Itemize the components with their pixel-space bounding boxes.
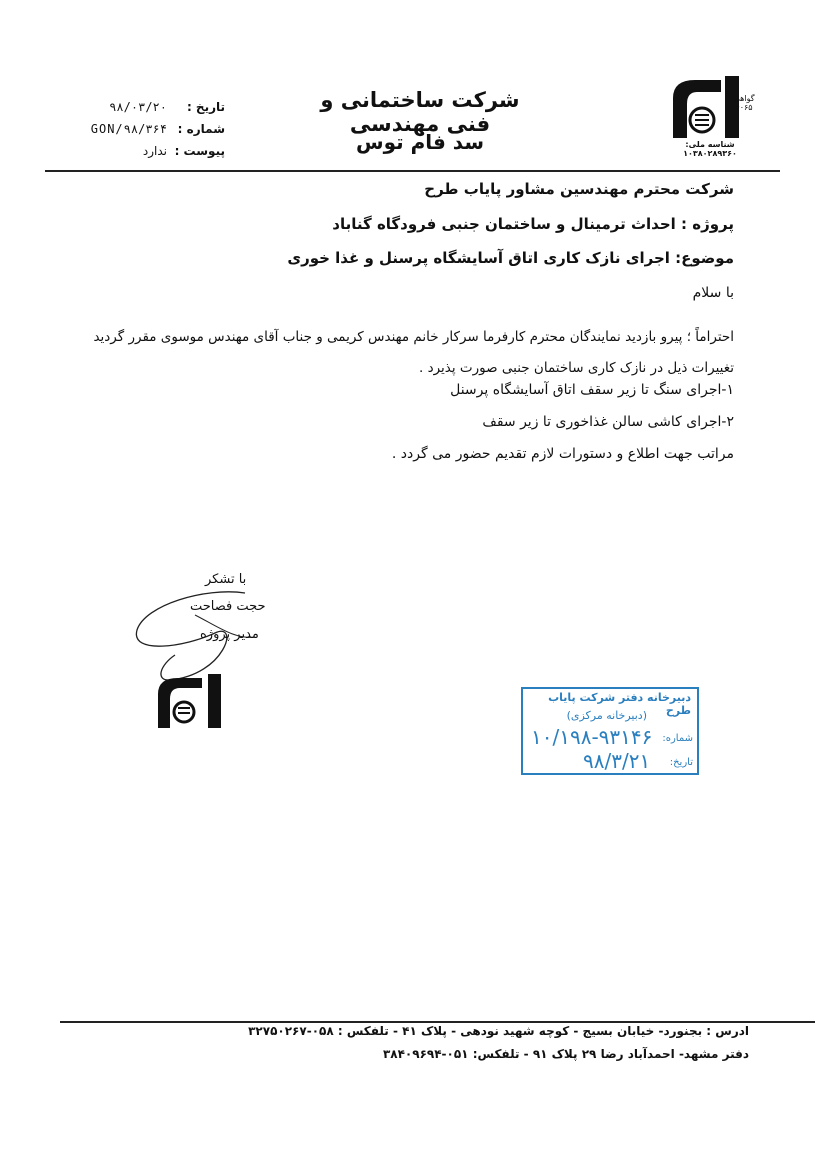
greeting: با سلام bbox=[692, 285, 734, 301]
company-subtitle: سد فام توس bbox=[355, 130, 485, 154]
signature-name: حجت فصاحت bbox=[190, 599, 266, 614]
company-title: شرکت ساختمانی و فنی مهندسی bbox=[320, 88, 520, 136]
footer-address-1: ادرس : بجنورد- خیابان بسیج - کوچه شهید نودهی - پلاک ۴۱ - تلفکس : ۰۵۸-۳۲۷۵۰۲۶۷ bbox=[248, 1024, 749, 1038]
signature-thanks: با تشکر bbox=[205, 572, 247, 587]
date-row bbox=[60, 100, 225, 118]
list-item-1: ۱-اجرای سنگ تا زیر سقف اتاق آسایشگاه پرسنل bbox=[450, 382, 734, 398]
received-stamp bbox=[521, 687, 699, 775]
subject-line: موضوع: اجرای نازک کاری اتاق آسایشگاه پرسنل و غذا خوری bbox=[287, 249, 734, 267]
company-seal-logo bbox=[150, 668, 240, 746]
closing-line: مراتب جهت اطلاع و دستورات لازم تقدیم حضور می گردد . bbox=[391, 446, 734, 462]
stamp-line2: (دبیرخانه مرکزی) bbox=[566, 709, 647, 722]
recipient: شرکت محترم مهندسین مشاور پایاب طرح bbox=[424, 180, 734, 198]
date-label: تاریخ : bbox=[186, 100, 225, 114]
logo-caption: شناسه ملی: ۱۰۳۸۰۲۸۹۳۶۰ bbox=[683, 140, 737, 158]
list-item-2: ۲-اجرای کاشی سالن غذاخوری تا زیر سقف bbox=[482, 414, 734, 430]
signature-title: مدیر پروژه bbox=[200, 627, 259, 642]
project-line: پروژه : احداث ترمینال و ساختمان جنبی فرودگاه گناباد bbox=[332, 215, 734, 233]
footer-address-2: دفتر مشهد- احمدآباد رضا ۲۹ پلاک ۹۱ - تلفکس: ۰۵۱-۳۸۴۰۹۶۹۴ bbox=[382, 1047, 749, 1061]
header-divider bbox=[45, 170, 780, 172]
attachment-value: ندارد bbox=[142, 144, 167, 158]
stamp-line1: دبیرخانه دفتر شرکت پایاب طرح bbox=[548, 691, 691, 717]
number-label: شماره : bbox=[177, 122, 225, 136]
body-paragraph: احتراماً ؛ پیرو بازدید نمایندگان محترم کارفرما سرکار خانم مهندس کریمی و جناب آقای مهندس موسوی مقرر گردید تغییرات ذیل در نازک کاری ساختمان جنبی صورت پذیرد . bbox=[93, 329, 734, 376]
number-value: GON/۹۸/۳۶۴ bbox=[90, 122, 167, 136]
attachment-row bbox=[60, 144, 225, 162]
date-value: ۹۸/۰۳/۲۰ bbox=[109, 100, 167, 114]
number-row bbox=[60, 122, 225, 140]
attachment-label: پیوست : bbox=[174, 144, 225, 158]
footer-divider bbox=[60, 1021, 815, 1023]
stamp-number-value: ۱۰/۱۹۸-۹۳۱۴۶ bbox=[531, 725, 653, 749]
stamp-number-label: شماره: bbox=[662, 733, 693, 744]
stamp-date-label: تاریخ: bbox=[669, 757, 693, 768]
logo-iso: گواهی ۴۰۶۵ bbox=[733, 94, 755, 112]
stamp-date-value: ۹۸/۳/۲۱ bbox=[583, 749, 651, 773]
